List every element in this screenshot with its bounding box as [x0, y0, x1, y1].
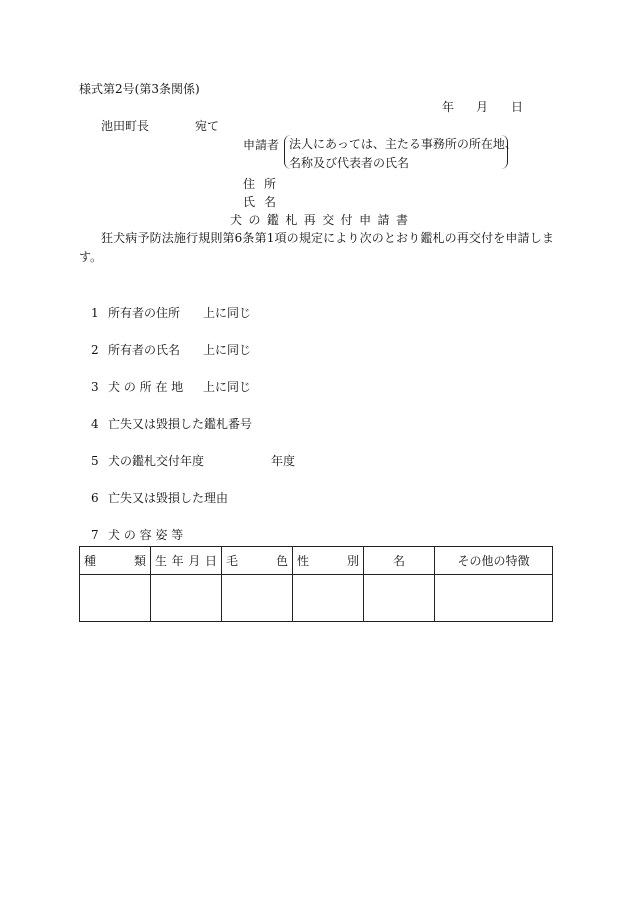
addressee-name: 池田町長 [101, 119, 150, 133]
header-sex: 性 別 [293, 547, 364, 575]
item-number: 4 [91, 417, 99, 431]
item-label: 亡失又は毀損した鑑札番号 [108, 417, 253, 431]
form-number: 様式第2号(第3条関係) [79, 82, 200, 96]
addressee-suffix: 宛て [195, 119, 220, 133]
date-month: 月 [476, 100, 489, 114]
item-value: 上に同じ [203, 306, 252, 320]
item-value: 年度 [271, 454, 296, 468]
cell-name [364, 575, 435, 622]
date-year: 年 [442, 100, 455, 114]
item-number: 7 [91, 528, 99, 542]
item-label: 所有者の住所 [108, 306, 181, 320]
cell-sex [293, 575, 364, 622]
name-label: 氏 名 [243, 195, 276, 209]
item-label: 犬 の 所 在 地 [108, 380, 184, 394]
header-coat-color: 毛 色 [222, 547, 293, 575]
item-label: 犬 の 容 姿 等 [108, 528, 184, 542]
header-type: 種 類 [80, 547, 151, 575]
table-header-row [80, 547, 553, 575]
cell-type [80, 575, 151, 622]
dog-appearance-table [79, 546, 553, 622]
header-birthdate: 生 年 月 日 [151, 547, 222, 575]
header-name: 名 [364, 547, 435, 575]
item-value: 上に同じ [203, 380, 252, 394]
cell-coat-color [222, 575, 293, 622]
item-number: 6 [91, 491, 99, 505]
document-title: 犬 の 鑑 札 再 交 付 申 請 書 [230, 213, 408, 227]
applicant-note-line2: 名称及び代表者の氏名 [289, 156, 410, 170]
cell-birthdate [151, 575, 222, 622]
body-line-1: 狂犬病予防法施行規則第6条第1項の規定により次のとおり鑑札の再交付を申請しま [101, 231, 554, 245]
date-day: 日 [511, 100, 524, 114]
applicant-label: 申請者 [243, 138, 280, 152]
item-label: 所有者の氏名 [108, 343, 181, 357]
item-label: 犬の鑑札交付年度 [108, 454, 205, 468]
header-other-features: その他の特徴 [435, 547, 553, 575]
item-number: 5 [91, 454, 99, 468]
item-number: 1 [91, 306, 99, 320]
applicant-note-line1: 法人にあっては、主たる事務所の所在地、 [289, 137, 517, 151]
table-row [80, 575, 553, 622]
address-label: 住 所 [243, 177, 276, 191]
item-value: 上に同じ [203, 343, 252, 357]
item-label: 亡失又は毀損した理由 [108, 491, 229, 505]
body-line-2: す。 [79, 250, 103, 264]
cell-other-features [435, 575, 553, 622]
item-number: 3 [91, 380, 99, 394]
item-number: 2 [91, 343, 99, 357]
